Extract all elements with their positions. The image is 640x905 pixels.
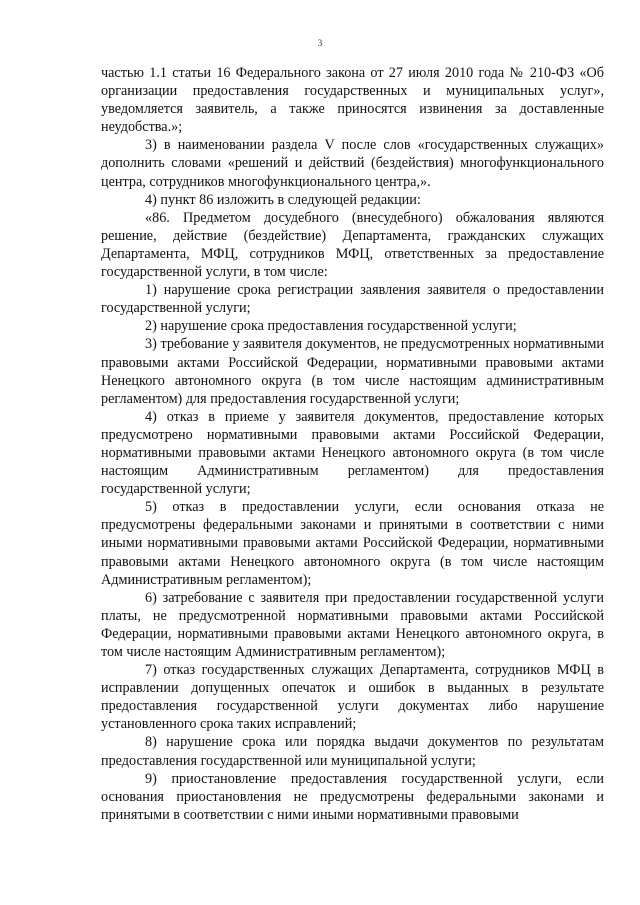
list-item-9: 9) приостановление предоставления государственной услуги, если основания приостановления не предусмотрены федеральными законами и принятыми в соответствии с ними иными нормативными правовыми bbox=[101, 770, 604, 823]
list-item-2: 2) нарушение срока предоставления государственной услуги; bbox=[145, 318, 517, 335]
document-body bbox=[101, 64, 604, 824]
list-item-4: 4) отказ в приеме у заявителя документов, предоставление которых предусмотрено нормативными правовыми актами Российской Федерации, нормативными правовыми актами Ненецкого автономного округа (в том числе настоящим Административным регламентом) для предоставления государственной услуги; bbox=[101, 408, 604, 498]
list-item-6: 6) затребование с заявителя при предоставлении государственной услуги платы, не предусмотренной нормативными правовыми актами Российской Федерации, нормативными правовыми актами Ненецкого автономного округа, в том числе настоящим Административным регламентом); bbox=[101, 589, 604, 660]
list-item-1: 1) нарушение срока регистрации заявления заявителя о предоставлении государственной услуги; bbox=[101, 282, 604, 317]
list-item-3: 3) требование у заявителя документов, не предусмотренных нормативными правовыми актами Российской Федерации, нормативными правовыми актами Ненецкого автономного округа (в том числе настоящим административным регламентом) для предоставления государственной услуги; bbox=[101, 336, 604, 407]
paragraph-item-3: 3) в наименовании раздела V после слов «государственных служащих» дополнить словами «решений и действий (бездействия) многофункционального центра, сотрудников многофункционального центра,». bbox=[101, 137, 604, 190]
list-item-5: 5) отказ в предоставлении услуги, если основания отказа не предусмотрены федеральными законами и принятыми в соответствии с ними иными нормативными правовыми актами Российской Федерации, нормативными правовыми актами Ненецкого автономного округа (в том числе настоящим Административным регламентом); bbox=[101, 499, 604, 588]
page-number: 3 bbox=[317, 38, 323, 48]
list-item-8: 8) нарушение срока или порядка выдачи документов по результатам предоставления государственной или муниципальной услуги; bbox=[101, 734, 604, 769]
paragraph-continuation: частью 1.1 статьи 16 Федерального закона от 27 июля 2010 года № 210-ФЗ «Об организации предоставления государственных и муниципальных услуг», уведомляется заявитель, а также приносятся извинения за доставленные неудобства.»; bbox=[101, 65, 604, 136]
paragraph-item-4: 4) пункт 86 изложить в следующей редакции: bbox=[145, 191, 421, 208]
paragraph-clause-86: «86. Предметом досудебного (внесудебного) обжалования являются решение, действие (бездействие) Департамента, гражданских служащих Департамента, МФЦ, сотрудников МФЦ, ответственных за предоставление государственной услуги, в том числе: bbox=[101, 209, 604, 281]
list-item-7: 7) отказ государственных служащих Департамента, сотрудников МФЦ в исправлении допущенных опечаток и ошибок в выданных в результате предоставления государственной услуги документах либо нарушение установленного срока таких исправлений; bbox=[101, 662, 604, 733]
